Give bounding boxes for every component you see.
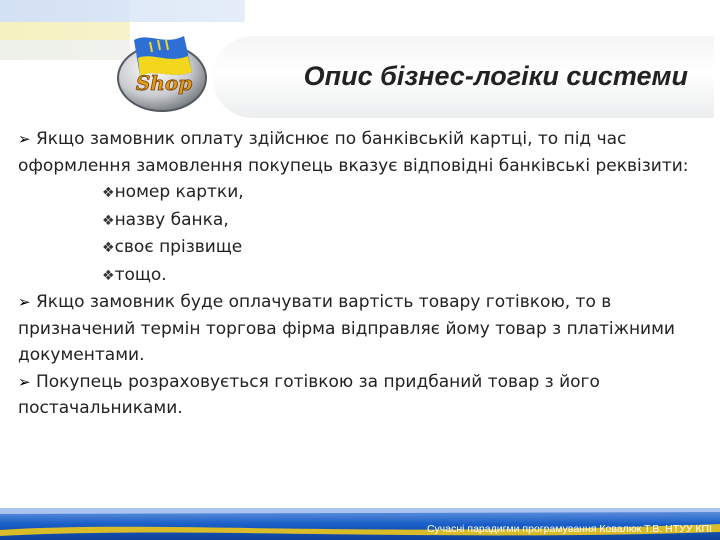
list-item-bank-name: [18, 207, 706, 235]
arrow-bullet-icon: ➢: [18, 372, 31, 391]
flag-icon: [134, 36, 192, 76]
diamond-bullet-icon: ❖: [102, 212, 115, 229]
footer-credit: Сучасні парадигми програмування Ковалюк Т.В. НТУУ КПІ: [426, 523, 712, 535]
shop-logo-text: Shop: [135, 71, 193, 95]
list-item-text: своє прізвище: [114, 237, 243, 257]
shop-logo: [112, 28, 217, 113]
arrow-bullet-icon: ➢: [18, 130, 31, 148]
page-title: Опис бізнес-логіки системи: [303, 61, 688, 91]
paragraph-cash-payment: [18, 289, 706, 369]
list-item-surname: [18, 234, 706, 262]
paragraph-text: Якщо замовник буде оплачувати вартість товару готівкою, то в призначений термін торгова фірма відправляє йому товар з платіжними документами.: [18, 292, 675, 365]
slide-content: [18, 126, 706, 422]
paragraph-text: Якщо замовник оплату здійснює по банківській картці, то під час оформлення замовлення покупець вказує відповідні банківські реквізити:: [18, 129, 689, 176]
arrow-bullet-icon: ➢: [18, 293, 31, 311]
list-item-card-number: [18, 179, 706, 207]
list-item-text: номер картки,: [114, 182, 244, 202]
title-banner: [212, 36, 714, 118]
list-item-text: тощо.: [114, 264, 167, 285]
paragraph-buyer-settlement: [18, 369, 706, 422]
diamond-bullet-icon: ❖: [102, 267, 115, 284]
list-item-text: назву банка,: [114, 209, 229, 230]
paragraph-card-payment: [18, 126, 706, 179]
diamond-bullet-icon: ❖: [102, 185, 115, 201]
list-item-etc: [18, 262, 706, 290]
diamond-bullet-icon: ❖: [102, 240, 115, 256]
paragraph-text: Покупець розраховується готівкою за придбаний товар з його постачальниками.: [18, 371, 600, 418]
